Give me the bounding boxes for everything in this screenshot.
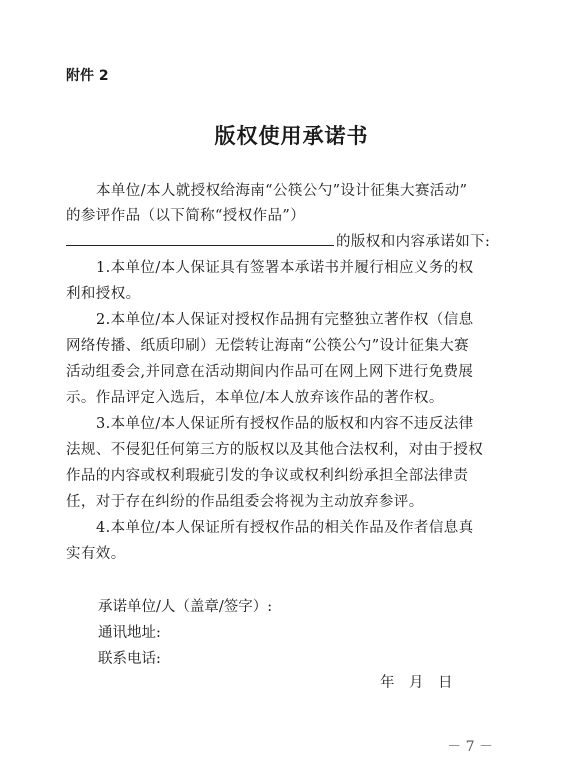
work-name-blank[interactable] xyxy=(66,231,334,246)
attachment-label: 附件 2 xyxy=(66,68,109,84)
clause-3-line-3: 作品的内容或权利瑕疵引发的争议或权利纠纷承担全部法律责 xyxy=(66,468,469,484)
intro-line-3 xyxy=(66,230,490,251)
clause-2-line-3: 活动组委会,并同意在活动期间内作品可在网上网下进行免费展 xyxy=(66,364,474,380)
clause-1-line-2: 利和授权。 xyxy=(66,286,141,302)
clause-2-line-2: 网络传播、纸质印刷）无偿转让海南“公筷公勺”设计征集大赛 xyxy=(66,338,470,354)
page-number: － 7 － xyxy=(447,739,493,755)
phone-label: 联系电话: xyxy=(98,651,161,667)
clause-3-line-1: 3.本单位/本人保证所有授权作品的版权和内容不违反法律 xyxy=(96,416,474,432)
clause-4-line-1: 4.本单位/本人保证所有授权作品的相关作品及作者信息真 xyxy=(96,520,474,536)
promisor-signature-label: 承诺单位/人（盖章/签字）: xyxy=(98,599,273,615)
intro-line-3-suffix: 的版权和内容承诺如下: xyxy=(336,234,491,250)
address-label: 通讯地址: xyxy=(98,625,161,641)
clause-2-line-1: 2.本单位/本人保证对授权作品拥有完整独立著作权（信息 xyxy=(96,312,474,328)
document-title: 版权使用承诺书 xyxy=(214,123,369,148)
date-label: 年 月 日 xyxy=(380,675,453,691)
clause-4-line-2: 实有效。 xyxy=(66,546,126,562)
clause-3-line-2: 法规、不侵犯任何第三方的版权以及其他合法权利，对由于授权 xyxy=(66,442,484,458)
intro-line-2: 的参评作品（以下简称“授权作品”） xyxy=(66,208,306,224)
clause-1-line-1: 1.本单位/本人保证具有签署本承诺书并履行相应义务的权 xyxy=(96,260,474,276)
clause-2-line-4: 示。作品评定入选后，本单位/本人放弃该作品的著作权。 xyxy=(66,390,444,406)
intro-line-1: 本单位/本人就授权给海南“公筷公勺”设计征集大赛活动” xyxy=(96,183,468,199)
clause-3-line-4: 任，对于存在纠纷的作品组委会将视为主动放弃参评。 xyxy=(66,494,424,510)
